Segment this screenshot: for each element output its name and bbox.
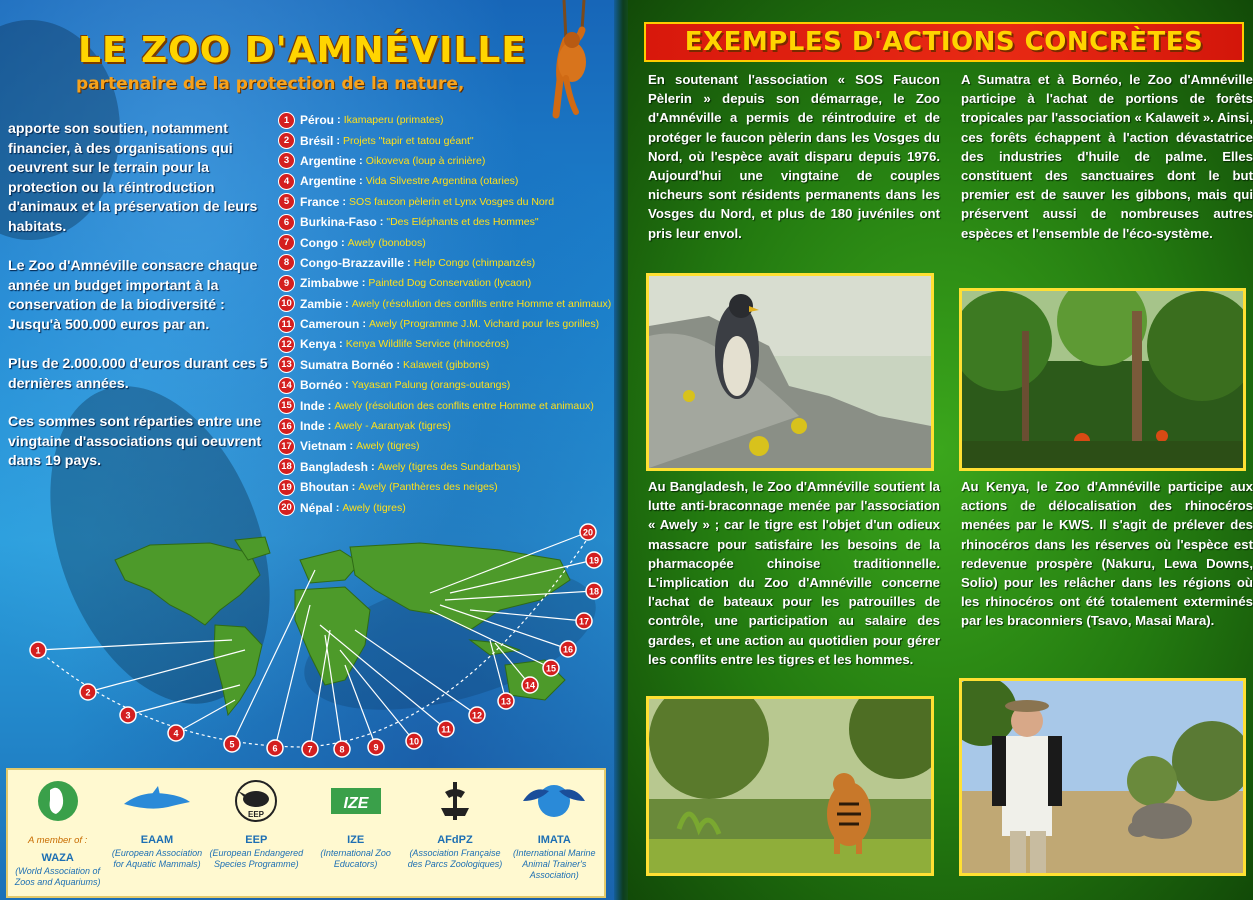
partner-logo-afdpz	[407, 776, 502, 870]
sumatra-text: A Sumatra et à Bornéo, le Zoo d'Amnéville participe à l'achat de portions de forêts tropicales par l'association « Kalaweit ». Ainsi, ces forêts échappent à l'action dévastatrice des industries d'huile de palme. Elles constituent des sanctuaires dont le but premier est de sauver les gibbons, mais qui préservent aussi de nombreuses autres espèces et l'ensemble de l'éco-système.	[961, 72, 1253, 241]
map-marker	[30, 642, 46, 658]
distribution-paragraph: Ces sommes sont réparties entre une vingtaine d'associations qui oeuvrent dans 19 pays.	[8, 414, 262, 469]
project-name: "Des Eléphants et des Hommes"	[386, 216, 539, 229]
number-badge: 20	[278, 499, 295, 516]
logo-name: AFdPZ	[437, 834, 473, 846]
map-connector-line	[355, 630, 477, 715]
map-marker	[368, 739, 384, 755]
country-list-item	[278, 253, 608, 273]
number-badge: 4	[278, 173, 295, 190]
separator: :	[362, 318, 367, 331]
country-list-item	[278, 334, 608, 354]
separator: :	[345, 297, 349, 310]
svg-text:EEP: EEP	[248, 810, 265, 819]
map-marker-label: 3	[125, 710, 131, 721]
logo-name: EAAM	[140, 834, 174, 846]
kenya-text: Au Kenya, le Zoo d'Amnéville participe aux actions de délocalisation des rhinocéros menées par le KWS. Il s'agit de prélever des rhinocéros dans les réserves où l'espèce est redevenue prospère (Nakuru, Lewa Downs, Solio) pour les relâcher dans les régions où les rhinocéros ont été totalement exterminés par les braconniers (Tsavo, Masai Mara).	[961, 479, 1253, 629]
country-name: Inde	[300, 419, 325, 434]
map-marker-label: 20	[582, 527, 594, 538]
number-badge: 10	[278, 295, 295, 312]
project-name: Awely (Panthères des neiges)	[358, 481, 498, 494]
separator: :	[345, 379, 349, 392]
map-marker	[576, 613, 592, 629]
falcon-text: En soutenant l'association « SOS Faucon Pèlerin » depuis son démarrage, le Zoo d'Amnéville a permis de réintroduire et de protéger le faucon pèlerin dans les Vosges du Nord, où l'espèce avait disparu depuis 1976. Aujourd'hui une vingtaine de couples nicheurs sont résidents permanents dans les Vosges du Nord, et plus de 180 juvéniles ont pris leur envol.	[648, 72, 940, 241]
project-name: Help Congo (chimpanzés)	[413, 256, 536, 269]
separator: :	[351, 481, 356, 494]
bangladesh-text: Au Bangladesh, le Zoo d'Amnéville soutient la lutte anti-braconnage menée par l'association « Awely » ; car le tigre est l'objet d'un odieux massacre pour satisfaire les besoins de la pharmacopée chinoise traditionnelle. L'implication du Zoo d'Amnéville concerne l'achat de bateaux pour les patrouilles de contrôle, une participation au salaire des gardes, et une action au quotidien pour gérer les conflits entre les tigres et les hommes.	[648, 479, 940, 667]
page-title: LE ZOO D'AMNÉVILLE	[78, 30, 527, 71]
country-list-item	[278, 212, 608, 232]
separator: :	[341, 236, 345, 249]
map-marker-label: 14	[524, 680, 536, 691]
separator: :	[379, 216, 384, 229]
map-marker-label: 15	[545, 663, 557, 674]
map-connector-line	[128, 685, 240, 715]
map-marker	[586, 552, 602, 568]
map-marker	[469, 707, 485, 723]
logo-description: (World Association of Zoos and Aquariums)	[14, 866, 101, 887]
north-america-shape	[115, 543, 260, 625]
map-marker	[580, 524, 596, 540]
country-list-item	[278, 294, 612, 314]
logo-description: (International Zoo Educators)	[320, 848, 391, 869]
country-list-item	[278, 395, 608, 415]
project-name: Awely (tigres des Sundarbans)	[377, 460, 521, 473]
member-label: A member of :	[28, 835, 88, 846]
number-badge: 17	[278, 438, 295, 455]
project-name: Awely (résolution des conflits entre Homme et animaux)	[351, 297, 612, 310]
separator: :	[396, 358, 401, 371]
map-marker	[80, 684, 96, 700]
project-name: Painted Dog Conservation (lycaon)	[368, 277, 532, 290]
number-badge: 16	[278, 418, 295, 435]
separator: :	[349, 440, 354, 453]
logo-name: WAZA	[41, 852, 74, 864]
partner-logo-imata	[507, 776, 602, 881]
number-badge: 19	[278, 479, 295, 496]
country-name: Congo	[300, 235, 338, 250]
falcon-image	[649, 276, 931, 468]
number-badge: 8	[278, 254, 295, 271]
map-marker	[543, 660, 559, 676]
country-list-item	[278, 477, 608, 497]
svg-text:IZE: IZE	[343, 795, 369, 812]
country-name: Burkina-Faso	[300, 215, 377, 230]
map-marker	[522, 677, 538, 693]
country-name: Congo-Brazzaville	[300, 255, 405, 270]
country-name: Pérou	[300, 113, 335, 128]
country-list-item	[278, 171, 608, 191]
rhino-image	[962, 681, 1243, 873]
partner-logo-ize	[308, 776, 403, 870]
country-list-item	[278, 375, 608, 395]
separator: :	[359, 175, 363, 188]
map-marker-label: 8	[339, 744, 345, 755]
partner-logos-box	[6, 768, 606, 898]
map-marker-label: 18	[588, 586, 600, 597]
right-title: EXEMPLES D'ACTIONS CONCRÈTES	[684, 27, 1204, 57]
number-badge: 7	[278, 234, 295, 251]
logo-description: (European Endangered Species Programme)	[209, 848, 304, 869]
project-name: Awely (tigres)	[342, 501, 406, 514]
map-marker	[120, 707, 136, 723]
map-marker	[334, 741, 350, 757]
map-connector-line	[345, 665, 376, 747]
ize-logo	[308, 776, 403, 826]
country-list-item	[278, 355, 608, 375]
partner-logo-waza	[10, 776, 105, 888]
number-badge: 12	[278, 336, 295, 353]
country-name: Bornéo	[300, 378, 342, 393]
map-marker-label: 11	[441, 724, 451, 735]
country-project-list	[278, 110, 612, 518]
country-name: Bhoutan	[300, 480, 349, 495]
separator: :	[407, 256, 411, 269]
country-list-item	[278, 436, 608, 456]
map-connector-line	[176, 700, 235, 733]
page-subtitle: partenaire de la protection de la nature,	[76, 74, 465, 94]
separator: :	[342, 195, 347, 208]
right-title-bar	[644, 22, 1244, 62]
tiger-photo	[646, 696, 934, 876]
forest-image	[962, 291, 1243, 468]
country-name: Brésil	[300, 133, 334, 148]
dolphin-logo	[109, 776, 204, 826]
country-name: Zimbabwe	[300, 276, 359, 291]
logo-name: IMATA	[537, 834, 571, 846]
map-marker-label: 10	[408, 736, 420, 747]
logo-description: (International Marine Animal Trainer's Association)	[513, 848, 596, 880]
separator: :	[336, 134, 341, 147]
map-marker-label: 5	[229, 739, 235, 750]
afdpz-logo	[407, 776, 502, 826]
right-page	[628, 0, 1253, 900]
project-name: Awely (résolution des conflits entre Homme et animaux)	[334, 399, 594, 412]
project-name: Awely (tigres)	[356, 440, 420, 453]
project-name: Kalaweit (gibbons)	[403, 358, 490, 371]
separator: :	[327, 420, 332, 433]
map-marker	[267, 740, 283, 756]
map-marker-label: 12	[471, 710, 483, 721]
map-marker-label: 4	[173, 728, 179, 739]
country-list-item	[278, 232, 608, 252]
map-marker-label: 2	[85, 687, 91, 698]
number-badge: 11	[278, 316, 295, 333]
imata-logo	[507, 776, 602, 826]
map-marker-label: 17	[578, 616, 590, 627]
project-name: Projets "tapir et tatou géant"	[343, 134, 474, 147]
map-marker-label: 6	[272, 743, 278, 754]
map-marker	[168, 725, 184, 741]
number-badge: 15	[278, 397, 295, 414]
partner-logo-eaam	[109, 776, 204, 870]
total-paragraph: Plus de 2.000.000 d'euros durant ces 5 dernières années.	[8, 356, 268, 392]
country-name: Vietnam	[300, 439, 347, 454]
number-badge: 18	[278, 458, 295, 475]
indonesia-shape	[470, 640, 520, 655]
falcon-photo	[646, 273, 934, 471]
country-list-item	[278, 151, 608, 171]
country-list-item	[278, 273, 608, 293]
separator: :	[371, 460, 375, 473]
logo-description: (European Association for Aquatic Mammals)	[111, 848, 203, 869]
map-marker	[438, 721, 454, 737]
south-america-shape	[214, 625, 262, 715]
project-name: Vida Silvestre Argentina (otaries)	[365, 175, 519, 188]
project-name: Yayasan Palung (orangs-outangs)	[351, 379, 511, 392]
map-marker-label: 13	[500, 696, 512, 707]
rhino-photo	[959, 678, 1246, 876]
country-name: Kenya	[300, 337, 337, 352]
logo-description: (Association Française des Parcs Zoologiques)	[407, 848, 503, 869]
separator: :	[335, 501, 340, 514]
forest-photo	[959, 288, 1246, 471]
number-badge: 14	[278, 377, 295, 394]
orangutan-illustration	[536, 0, 606, 120]
separator: :	[361, 277, 366, 290]
country-list-item	[278, 314, 608, 334]
country-name: Argentine	[300, 174, 357, 189]
project-name: Oikoveva (loup à crinière)	[365, 154, 486, 167]
map-marker	[498, 693, 514, 709]
map-connector-line	[430, 610, 551, 668]
map-connector-line	[440, 605, 568, 649]
map-marker	[586, 583, 602, 599]
logo-name: IZE	[347, 834, 365, 846]
project-name: Kenya Wildlife Service (rhinocéros)	[345, 338, 510, 351]
waza-logo	[10, 776, 105, 826]
separator: :	[339, 338, 343, 351]
map-marker	[302, 741, 318, 757]
country-name: Bangladesh	[300, 459, 369, 474]
map-marker-label: 16	[562, 644, 574, 655]
number-badge: 1	[278, 112, 295, 129]
left-page	[0, 0, 618, 900]
map-marker-label: 1	[35, 645, 41, 656]
map-marker	[560, 641, 576, 657]
world-map	[0, 515, 618, 765]
project-name: Ikamaperu (primates)	[343, 114, 444, 127]
country-list-item	[278, 457, 608, 477]
project-name: Awely (Programme J.M. Vichard pour les gorilles)	[369, 318, 600, 331]
number-badge: 2	[278, 132, 295, 149]
logo-name: EEP	[245, 834, 268, 846]
separator: :	[337, 114, 341, 127]
country-name: Cameroun	[300, 317, 360, 332]
separator: :	[359, 154, 363, 167]
country-name: France	[300, 194, 340, 209]
rhino-logo	[209, 776, 304, 826]
number-badge: 5	[278, 193, 295, 210]
country-name: Inde	[300, 398, 325, 413]
country-list-item	[278, 192, 608, 212]
map-marker	[224, 736, 240, 752]
map-marker-label: 7	[307, 744, 313, 755]
map-marker-label: 9	[373, 742, 379, 753]
project-name: Awely - Aaranyak (tigres)	[334, 420, 451, 433]
number-badge: 13	[278, 356, 295, 373]
country-name: Népal	[300, 500, 333, 515]
partner-logo-eep	[209, 776, 304, 870]
map-marker	[406, 733, 422, 749]
map-connector-line	[38, 640, 232, 650]
project-name: SOS faucon pèlerin et Lynx Vosges du Nord	[349, 195, 555, 208]
country-list-item	[278, 110, 608, 130]
budget-paragraph: Le Zoo d'Amnéville consacre chaque année un budget important à la conservation de la biodiversité : Jusqu'à 500.000 euros par an.	[8, 258, 258, 333]
country-name: Sumatra Bornéo	[300, 357, 394, 372]
number-badge: 3	[278, 152, 295, 169]
country-list-item	[278, 416, 608, 436]
country-name: Zambie	[300, 296, 343, 311]
number-badge: 6	[278, 214, 295, 231]
project-name: Awely (bonobos)	[347, 236, 426, 249]
map-marker-label: 19	[588, 555, 600, 566]
intro-paragraph: apporte son soutien, notamment financier, à des organisations qui oeuvrent sur le terrain pour la protection ou la réintroduction d'animaux et la préservation de leurs habitats.	[8, 121, 258, 235]
separator: :	[327, 399, 332, 412]
country-name: Argentine	[300, 153, 357, 168]
map-connector-line	[275, 605, 310, 748]
country-list-item	[278, 130, 608, 150]
tiger-image	[649, 699, 931, 873]
number-badge: 9	[278, 275, 295, 292]
